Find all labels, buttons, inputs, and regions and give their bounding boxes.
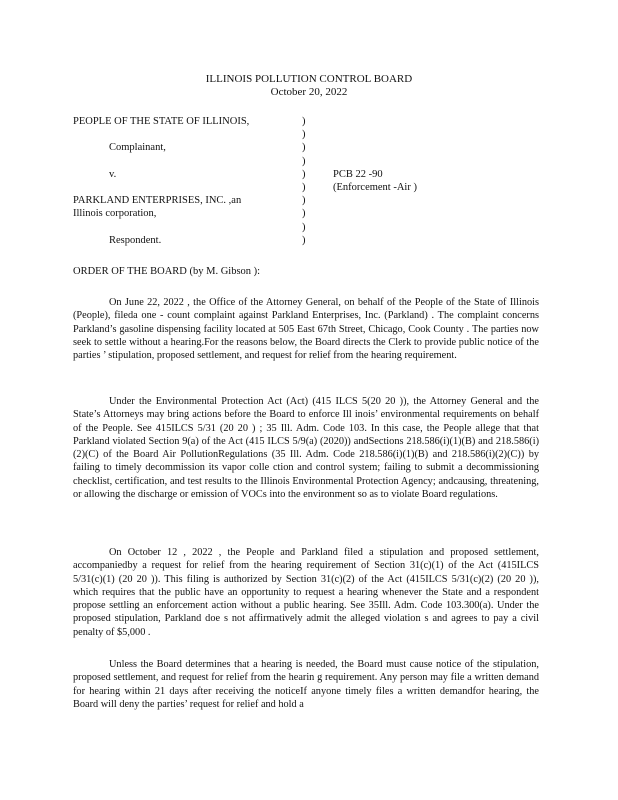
paren: ): [302, 221, 306, 233]
caption-parties: [73, 115, 298, 247]
paren: ): [302, 181, 306, 193]
order-date: October 20, 2022: [270, 86, 348, 98]
caption-divider: [302, 115, 312, 247]
paren: ): [302, 155, 306, 167]
paren: ): [302, 168, 306, 180]
case-info: [333, 168, 417, 194]
caption-line: v.: [109, 168, 117, 180]
paren: ): [302, 129, 306, 141]
caption-line: [73, 221, 298, 234]
paren: ): [302, 208, 306, 220]
caption-line: Illinois corporation,: [73, 208, 157, 220]
case-caption: [73, 115, 543, 257]
caption-line: Complainant,: [109, 142, 166, 154]
caption-line: [73, 181, 298, 194]
paragraph-4: Unless the Board determines that a hearing is needed, the Board must cause notice of the stipulation, proposed settlement, and request for relief from the hearin g requirement. Any person may file a written demand for hearing within 21 days after receiving the noticeIf anyone timely files a written demandfor hearing, the Board will deny the parties’ request for relief and hold a: [73, 659, 539, 710]
caption-line: PARKLAND ENTERPRISES, INC. ,an: [73, 195, 242, 207]
paragraph-3: On October 12 , 2022 , the People and Parkland filed a stipulation and proposed settlement, accompaniedby a request for relief from the hearing requirement of Section 31(c)(1) of the Act (415ILCS 5/31(c)(1) (20 20 )). This filing is authorized by Section 31(c)(2) of the Act (415ILCS 5/31(c)(2) (20 20 )), which requires that the public have an opportunity to request a hearing whenever the State and a respondent propose settling an enforcement action without a public hearing. See 35Ill. Adm. Code 103.300(a). Under the proposed stipulation, Parkland doe s not affirmatively admit the alleged violation s and agrees to pay a civil penalty of $5,000 .: [73, 547, 539, 638]
paren: ): [302, 195, 306, 207]
case-type: (Enforcement -Air ): [333, 181, 417, 193]
order-heading: ORDER OF THE BOARD (by M. Gibson ):: [73, 266, 261, 277]
paragraph-2: Under the Environmental Protection Act (Act) (415 ILCS 5(20 20 )), the Attorney General and the State’s Attorneys may bring actions before the Board to enforce Ill inois’ environmental requirements on behalf of the People. See 415ILCS 5/31 (20 20 ) ; 35 Ill. Adm. Code 103. In this case, the People allege that that Parkland violated Section 9(a) of the Act (415 ILCS 5/9(a) (2020)) andSections 218.586(i)(1)(B) and 218.586(i)(2)(C) of the Board Air PollutionRegulations (35 Ill. Adm. Code 218.586(i)(1)(B) and 218.586(i)(2)(C)) by failing to timely decommission its vapor colle ction and control system; failing to submit a decommissioning checklist, certification, and test results to the Illinois Environmental Protection Agency; andcausing, threatening, or allowing the discharge or emission of VOCs into the environment so as to violate Board regulations.: [73, 396, 539, 501]
agency-title: ILLINOIS POLLUTION CONTROL BOARD: [205, 73, 413, 85]
case-number: PCB 22 -90: [333, 168, 383, 180]
caption-line: [73, 155, 298, 168]
caption-line: Respondent.: [109, 234, 162, 246]
caption-line: PEOPLE OF THE STATE OF ILLINOIS,: [73, 116, 250, 127]
caption-line: [73, 128, 298, 141]
paren: ): [302, 116, 306, 127]
paren: ): [302, 234, 306, 246]
paren: ): [302, 142, 306, 154]
paragraph-1: On June 22, 2022 , the Office of the Attorney General, on behalf of the People of the State of Illinois (People), fileda one - count complaint against Parkland Enterprises, Inc. (Parkland) . The complaint concerns Parkland’s gasoline dispensing facility located at 505 East 67th Street, Chicago, Cook County . The parties now seek to settle without a hearing.For the reasons below, the Board directs the Clerk to provide public notice of the parties ’ stipulation, proposed settlement, and request for relief from the hearing requirement.: [73, 297, 539, 362]
